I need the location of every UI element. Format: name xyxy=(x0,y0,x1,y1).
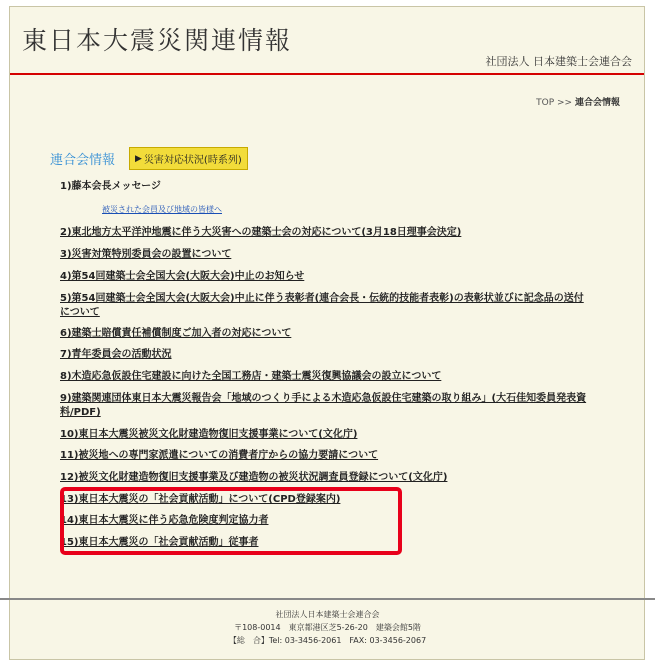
item-link[interactable]: 13)東日本大震災の「社会貢献活動」について(CPD登録案内) xyxy=(60,494,341,505)
list-item[interactable] xyxy=(60,270,590,284)
item-link[interactable]: 5)第54回建築士会全国大会(大阪大会)中止に伴う表彰者(連合会長・伝統的技能者表彰)の表彰状並びに記念品の送付について xyxy=(60,293,584,318)
list-item[interactable] xyxy=(60,449,590,463)
item-link[interactable]: 12)被災文化財建造物復旧支援事業及び建造物の被災状況調査員登録について(文化庁) xyxy=(60,472,448,483)
item-link[interactable]: 7)青年委員会の活動状況 xyxy=(60,349,172,360)
disaster-timeline-button[interactable] xyxy=(129,147,248,170)
item-link[interactable]: 2)東北地方太平洋沖地震に伴う大災害への建築士会の対応について(3月18日理事会決定) xyxy=(60,227,462,238)
breadcrumb-current: 連合会情報 xyxy=(574,98,620,108)
footer-contact: 【総 合】Tel: 03-3456-2061 FAX: 03-3456-2067 xyxy=(228,636,427,645)
footer-address: 〒108-0014 東京都港区芝5-26-20 建築会館5階 xyxy=(234,623,421,632)
breadcrumb-top-link[interactable]: TOP xyxy=(536,98,555,108)
item-link[interactable]: 14)東日本大震災に伴う応急危険度判定協力者 xyxy=(60,515,269,526)
list-item[interactable] xyxy=(60,370,590,384)
list-item[interactable] xyxy=(60,327,590,341)
breadcrumb-separator: >> xyxy=(557,98,573,108)
footer-org: 社団法人日本建築士会連合会 xyxy=(275,610,380,619)
item-link[interactable]: 10)東日本大震災被災文化財建造物復旧支援事業について(文化庁) xyxy=(60,429,358,440)
header-divider xyxy=(10,73,644,75)
item-link[interactable]: 8)木造応急仮設住宅建設に向けた全国工務店・建築士震災復興協議会の設立について xyxy=(60,371,442,382)
list-item[interactable] xyxy=(60,348,590,362)
item-link[interactable]: 11)被災地への専門家派遣についての消費者庁からの協力要請について xyxy=(60,450,379,461)
list-item[interactable] xyxy=(60,292,590,320)
list-item[interactable] xyxy=(60,428,590,442)
message-sublink[interactable]: 被災された会員及び地域の皆様へ xyxy=(102,205,222,214)
highlight-box xyxy=(60,487,402,555)
page-title: 東日本大震災関連情報 xyxy=(22,26,293,55)
list-item[interactable] xyxy=(60,226,590,240)
site-header xyxy=(10,7,644,73)
item-link[interactable]: 4)第54回建築士会全国大会(大阪大会)中止のお知らせ xyxy=(60,271,305,282)
list-item[interactable] xyxy=(60,248,590,262)
item-link[interactable]: 9)建築関連団体東日本大震災報告会「地域のつくり手による木造応急仮設住宅建築の取り組み」(大石佳知委員発表資料/PDF) xyxy=(60,393,587,418)
item-link[interactable]: 6)建築士賠償責任補償制度ご加入者の対応について xyxy=(60,328,292,339)
item-link[interactable]: 3)災害対策特別委員会の設置について xyxy=(60,249,232,260)
play-triangle-icon: ▶ xyxy=(135,153,142,164)
list-item[interactable]: 1)藤本会長メッセージ xyxy=(60,181,161,192)
section-title: 連合会情報 xyxy=(50,153,116,168)
section-header xyxy=(50,147,248,170)
disaster-timeline-label: 災害対応状況(時系列) xyxy=(143,155,242,166)
list-item[interactable] xyxy=(60,392,590,420)
breadcrumb xyxy=(536,95,620,108)
list-item[interactable] xyxy=(60,471,590,485)
item-link[interactable]: 15)東日本大震災の「社会貢献活動」従事者 xyxy=(60,537,259,548)
site-footer xyxy=(0,598,655,647)
organization-name: 社団法人 日本建築士会連合会 xyxy=(485,55,632,68)
